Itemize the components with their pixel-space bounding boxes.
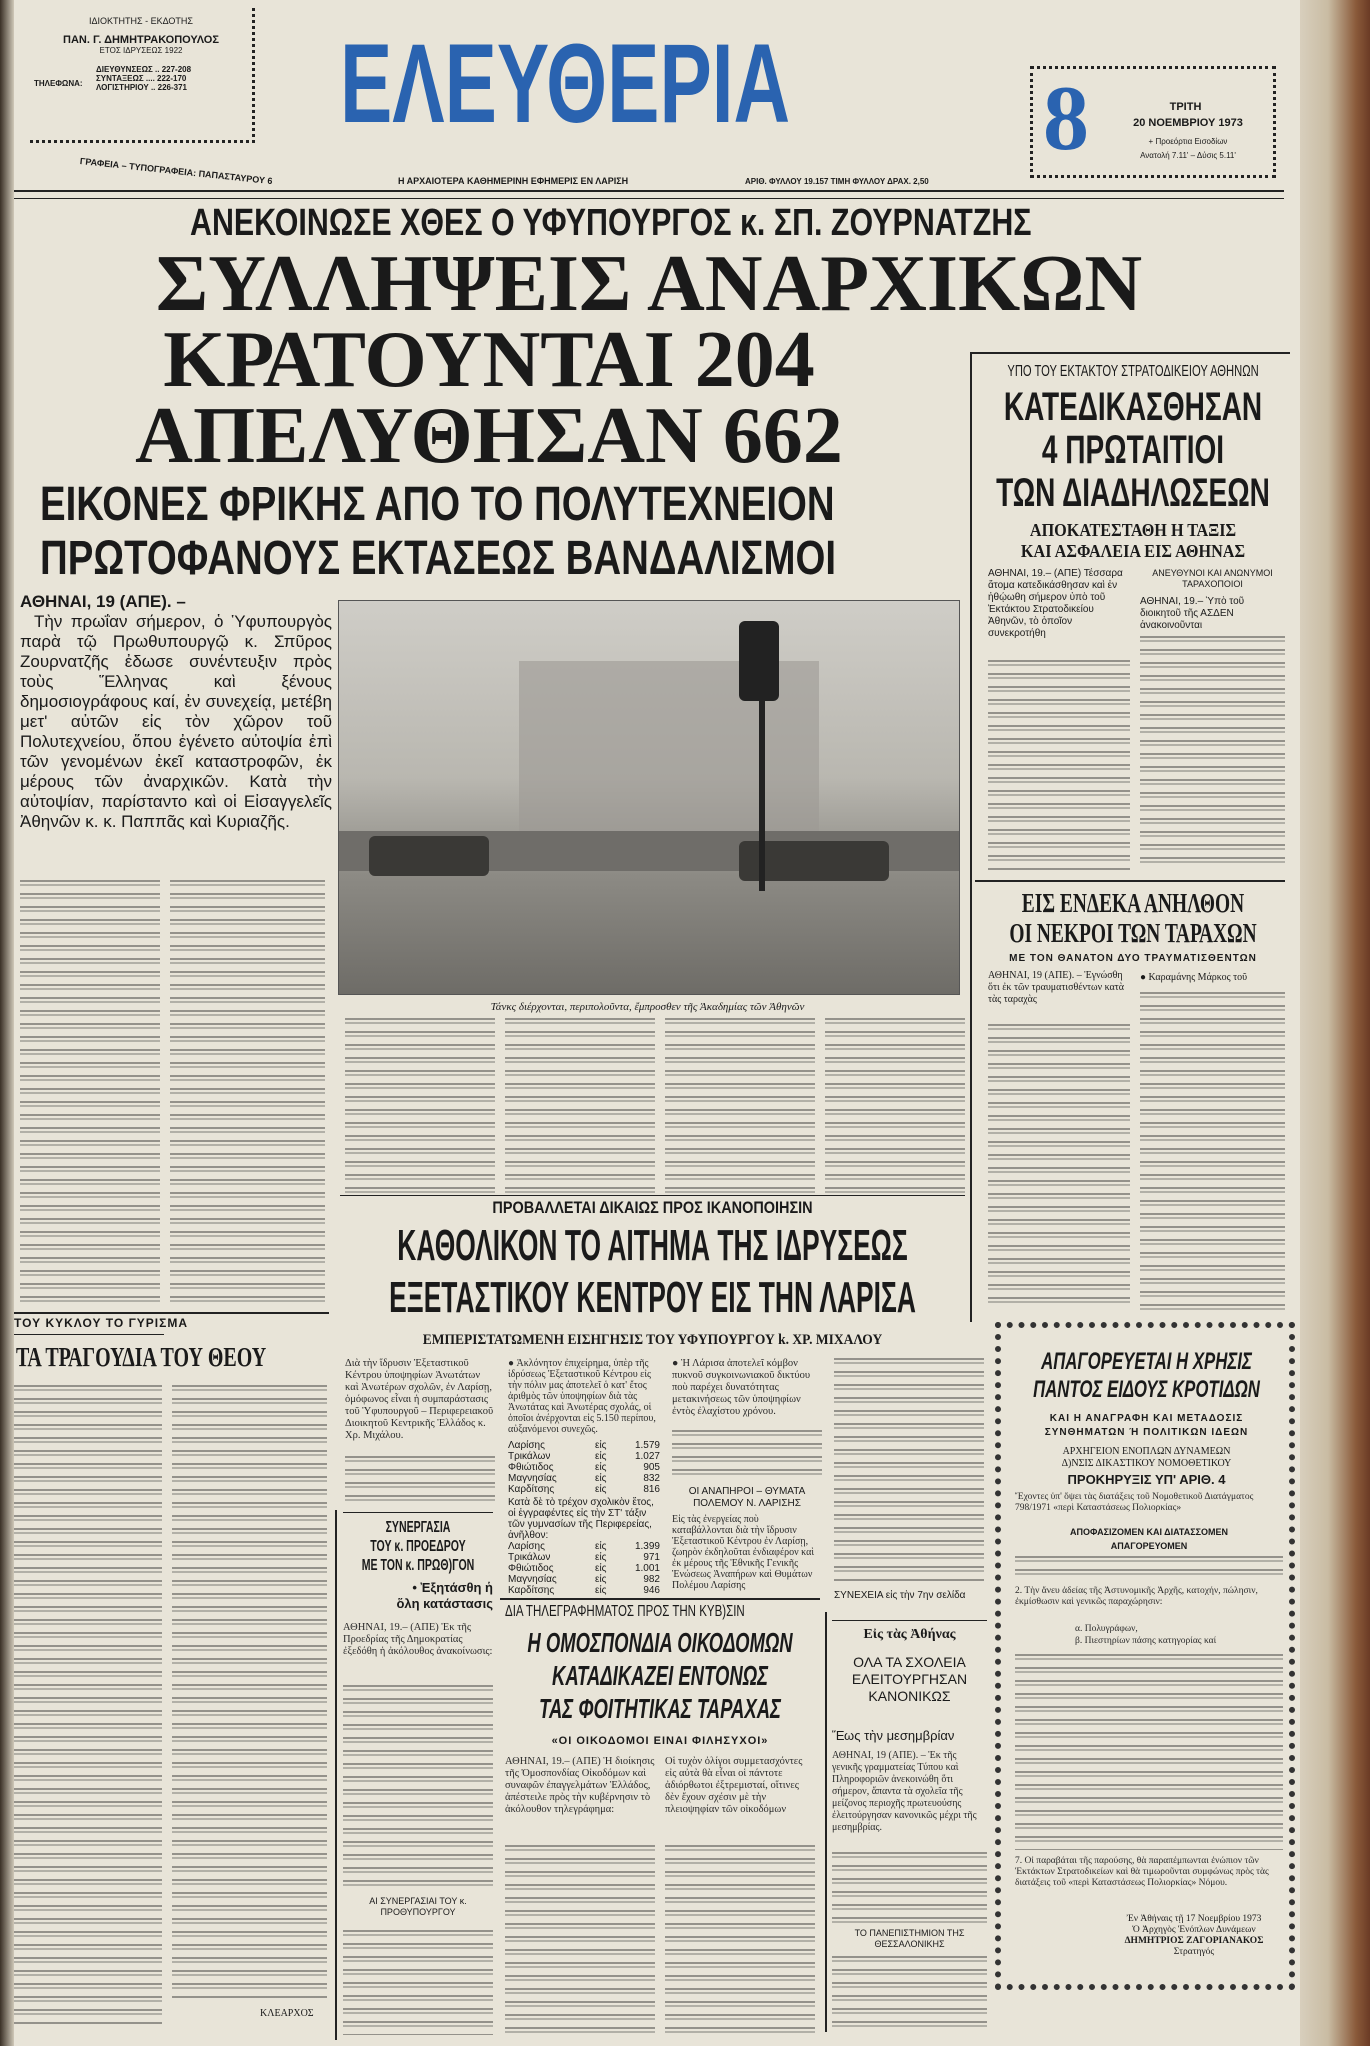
ban-item-2: 2. Τὴν ἄνευ ἀδείας τῆς Ἀστυνομικῆς Ἀρχῆς, κατοχήν, πώλησιν, ἐκμίσθωσιν καὶ γενικῶς παραχώρησιν: — [1015, 1586, 1258, 1607]
ban-subhead — [1005, 1412, 1288, 1440]
exam-table-1 — [508, 1440, 660, 1596]
ban-item-7: 7. Οἱ παραβάται τῆς παρούσης, θὰ παραπέμπωνται ἐνώπιον τῶν Ἐκτάκτων Στρατοδικείων καὶ θὰ τιμωροῦνται συμφώνως πρὸς τὰς διατάξεις τοῦ «περὶ Καταστάσεως Πολιορκίας» Νόμου. — [1015, 1856, 1269, 1888]
president-top-rule — [343, 1512, 493, 1513]
song-kicker-rule — [14, 1334, 164, 1335]
builders-kicker: ΔΙΑ ΤΗΛΕΓΡΑΦΗΜΑΤΟΣ ΠΡΟΣ ΤΗΝ ΚΥΒ)ΣΙΝ — [505, 1603, 745, 1620]
page-number: 8 — [1043, 67, 1089, 169]
table-row — [508, 1440, 660, 1451]
ban-headline — [1033, 1348, 1260, 1404]
table-note: Κατὰ δὲ τὸ τρέχον σχολικὸν ἔτος, οἱ ἐγγραφέντες εἰς τὴν ΣΤ' τάξιν τῶν γυμνασίων τῆς Περιφερείας, ἀνῆλθον: — [508, 1497, 654, 1541]
builders-headline-3: ΤΑΣ ΦΟΙΤΗΤΙΚΑΣ ΤΑΡΑΧΑΣ — [539, 1693, 781, 1724]
ban-sub-item-b: β. Πιεστηρίων πάσης κατηγορίας καί — [1075, 1636, 1217, 1646]
cell: εἰς — [595, 1484, 607, 1495]
court-body — [988, 660, 1130, 870]
issue-date: 20 ΝΟΕΜΒΡΙΟΥ 1973 — [1133, 117, 1243, 129]
phones-label: ΤΗΛΕΦΩΝΑ: — [34, 79, 83, 88]
schools-body — [832, 1852, 987, 1924]
cell: εἰς — [595, 1552, 607, 1563]
cell: Μαγνησίας — [508, 1473, 557, 1484]
ban-headline-1: ΑΠΑΓΟΡΕΥΕΤΑΙ Η ΧΡΗΣΙΣ — [1041, 1348, 1252, 1375]
schools-headline-3: ΚΑΝΟΝΙΚΩΣ — [868, 1688, 951, 1704]
offices-address: ΓΡΑΦΕΙΑ – ΤΥΠΟΓΡΑΦΕΙΑ: ΠΑΠΑΣΤΑΥΡΟΥ 6 — [79, 156, 273, 187]
column-rule — [335, 1510, 337, 2040]
cell: εἰς — [595, 1585, 607, 1596]
traffic-light — [739, 621, 779, 701]
cell: 1.399 — [634, 1541, 660, 1552]
exam-col-4 — [834, 1358, 984, 1583]
cell: Λαρίσης — [508, 1541, 545, 1552]
lead-body-col-3 — [345, 1018, 495, 1193]
masthead-rule — [14, 190, 1284, 192]
court-side-body — [1140, 636, 1285, 870]
court-side-text: ΑΘΗΝΑΙ, 19.– Ὑπὸ τοῦ διοικητοῦ τῆς ΑΣΔΕΝ ἀνακοινοῦνται — [1140, 596, 1245, 631]
ban-prohibit: ΑΠΑΓΟΡΕΥΟΜΕΝ — [1110, 1541, 1188, 1551]
cell: Μαγνησίας — [508, 1574, 557, 1585]
exam-headline-2: ΕΞΕΤΑΣΤΙΚΟΥ ΚΕΝΤΡΟΥ ΕΙΣ ΤΗΝ ΛΑΡΙΣΑ — [389, 1273, 916, 1322]
court-headline — [996, 385, 1270, 515]
table-row — [508, 1574, 660, 1585]
song-top-rule — [14, 1312, 329, 1314]
schools-headline — [832, 1654, 987, 1705]
president-headline-1: ΣΥΝΕΡΓΑΣΙΑ — [385, 1519, 451, 1536]
court-headline-3: ΤΩΝ ΔΙΑΔΗΛΩΣΕΩΝ — [996, 471, 1270, 515]
builders-headline — [527, 1626, 793, 1725]
news-photo — [338, 600, 960, 995]
sign-rank: Στρατηγός — [1173, 1947, 1215, 1957]
table-row — [508, 1563, 660, 1574]
table-row — [508, 1451, 660, 1462]
lead-subhead-1: ΕΙΚΟΝΕΣ ΦΡΙΚΗΣ ΑΠΟ ΤΟ ΠΟΛΥΤΕΧΝΕΙΟΝ — [40, 478, 835, 531]
schools-body-2 — [832, 1956, 987, 2034]
ban-decide: ΑΠΟΦΑΣΙΖΟΜΕΝ ΚΑΙ ΔΙΑΤΑΣΣΟΜΕΝ — [1069, 1527, 1229, 1537]
cell: εἰς — [595, 1451, 607, 1462]
issue-price: ΑΡΙΘ. ΦΥΛΛΟΥ 19.157 ΤΙΜΗ ΦΥΛΛΟΥ ΔΡΑΧ. 2,50 — [745, 177, 929, 186]
owner-name: ΠΑΝ. Γ. ΔΗΜΗΤΡΑΚΟΠΟΥΛΟΣ — [63, 34, 219, 46]
court-headline-1: ΚΑΤΕΔΙΚΑΣΘΗΣΑΝ — [1003, 385, 1263, 429]
exam-col-1-rest — [345, 1456, 495, 1506]
lead-body-col-6 — [825, 1018, 965, 1193]
binding-shadow — [0, 0, 14, 2046]
exam-subhead-wrap — [371, 1330, 934, 1350]
president-subhead — [343, 1580, 493, 1612]
cell: 946 — [643, 1585, 660, 1596]
song-body-col-2 — [172, 1385, 327, 2000]
ban-subhead-1: ΚΑΙ Η ΑΝΑΓΡΑΦΗ ΚΑΙ ΜΕΤΑΔΟΣΙΣ — [1049, 1413, 1244, 1424]
cell: εἰς — [595, 1541, 607, 1552]
dead-side-body — [1140, 992, 1285, 1310]
court-dateline: ΑΘΗΝΑΙ, 19.– (ΑΠΕ) Τέσσαρα ἄτομα κατεδικάσθησαν καὶ ἐν ἠθῴωθη σήμερον ὑπὸ τοῦ Ἐκτάκτου Στρατοδικείου Ἀθηνῶν, τὸ ὁποῖον συνεκροτήθη — [988, 568, 1123, 639]
builders-col-1: ΑΘΗΝΑΙ, 19.– (ΑΠΕ) Ἡ διοίκησις τῆς Ὁμοσπονδίας Οἰκοδόμων καὶ συναφῶν ἐπαγγελμάτων Ἑλλάδος, ἀπέστειλε πρὸς τὴν κυβέρνησιν τὸ ἀκόλουθον τηλεγράφημα: — [505, 1756, 655, 1815]
cell: 982 — [643, 1574, 660, 1585]
cell: 1.579 — [634, 1440, 660, 1451]
builders-col-2: Οἱ τυχὸν ὀλίγοι συμμετασχόντες εἰς αὐτὰ θὰ εἶναι οἱ πάντοτε ἀδιόρθωτοι ἐξτρεμισταί, οἵτινες δὲν ἔχουν σχέσιν μὲ τὴν πλειοψηφίαν τῶν οἰκοδόμων — [665, 1756, 803, 1815]
court-side-head: ΑΝΕΥΘΥΝΟΙ ΚΑΙ ΑΝΩΝΥΜΟΙ ΤΑΡΑΧΟΠΟΙΟΙ — [1152, 568, 1273, 589]
schools-top-rule — [832, 1620, 987, 1621]
sunrise-sunset: Ανατολή 7.11' – Δύσις 5.11' — [1140, 151, 1236, 160]
court-box-border — [970, 352, 972, 1322]
lead-kicker: ΑΝΕΚΟΙΝΩΣΕ ΧΘΕΣ Ο ΥΦΥΠΟΥΡΓΟΣ κ. ΣΠ. ΖΟΥΡΝΑΤΖΗΣ — [190, 202, 1032, 244]
president-side-body — [343, 1930, 493, 2035]
cell: 971 — [643, 1552, 660, 1563]
exam-kicker: ΠΡΟΒΑΛΛΕΤΑΙ ΔΙΚΑΙΩΣ ΠΡΟΣ ΙΚΑΝΟΠΟΙΗΣΙΝ — [492, 1198, 813, 1217]
court-divider — [975, 880, 1285, 882]
cell: εἰς — [595, 1574, 607, 1585]
lead-body-col-1 — [20, 880, 160, 1305]
feast-day: + Προεόρτια Εισοδίων — [1148, 137, 1228, 146]
president-side-head: ΑΙ ΣΥΝΕΡΓΑΣΙΑΙ ΤΟΥ κ. ΠΡΟΘΥΠΟΥΡΓΟΥ — [369, 1896, 467, 1917]
court-subhead-2: ΚΑΙ ΑΣΦΑΛΕΙΑ ΕΙΣ ΑΘΗΝΑΣ — [1020, 541, 1246, 561]
dead-dateline: ΑΘΗΝΑΙ, 19 (ΑΠΕ). – Ἐγνώσθη ὅτι ἐκ τῶν τραυματισθέντων κατὰ τὰς ταραχὰς — [988, 970, 1125, 1005]
builders-top-rule — [500, 1598, 820, 1600]
phone-2: ΣΥΝΤΑΞΕΩΣ .... 222-170 — [96, 74, 187, 83]
photo-caption: Τάνκς διέρχονται, περιπολοῦντα, ἔμπροσθεν τῆς Ἀκαδημίας τῶν Ἀθηνῶν — [490, 1001, 805, 1013]
song-author: ΚΛΕΑΡΧΟΣ — [260, 2008, 314, 2019]
table-row — [508, 1541, 660, 1552]
cell: Φθιώτιδος — [508, 1462, 554, 1473]
lead-lede-text: Τὴν πρωΐαν σήμερον, ὁ Ὑφυπουργὸς παρὰ τῷ Πρωθυπουργῷ κ. Σπῦρος Ζουρνατζῆς ἐδωσε συνέντευξιν πρὸς τοὺς Ἕλληνας καὶ ξένους δημοσιογράφους καί, ἐν συνεχείᾳ, μετέβη μετ' αὐτῶν εἰς τὸν χῶρον τοῦ Πολυτεχνείου, ὅπου ἐγένετο αὐτοψία ἐπὶ τῶν γενομένων ἐκεῖ καταστροφῶν, ἐκ μέρους τῶν ἀναρχικῶν. Κατὰ τὴν αὐτοψίαν, παρίσταντο καὶ οἱ Εἰσαγγελεῖς Ἀθηνῶν κ. κ. Παππᾶς καὶ Κυριαζῆς. — [20, 612, 332, 831]
song-headline: ΤΑ ΤΡΑΓΟΥΔΙΑ ΤΟΥ ΘΕΟΥ — [16, 1342, 267, 1372]
newspaper-title: ΕΛΕΥΘΕΡΙΑ — [340, 21, 791, 146]
phone-1: ΔΙΕΥΘΥΝΣΕΩΣ .. 227-208 — [96, 65, 192, 74]
schools-rule — [825, 1612, 827, 2032]
lead-body-col-2 — [170, 880, 325, 1305]
exam-headline — [389, 1220, 916, 1324]
lead-subhead-2: ΠΡΩΤΟΦΑΝΟΥΣ ΕΚΤΑΣΕΩΣ ΒΑΝΔΑΛΙΣΜΟΙ — [40, 532, 837, 585]
disabled-head: ΟΙ ΑΝΑΠΗΡΟΙ – ΘΥΜΑΤΑ ΠΟΛΕΜΟΥ Ν. ΛΑΡΙΣΗΣ — [688, 1486, 806, 1509]
cell: εἰς — [595, 1440, 607, 1451]
ban-sub-item-a: α. Πολυγράφων, — [1075, 1624, 1138, 1634]
builders-col-2-rest — [665, 1845, 815, 2035]
builders-subhead: «ΟΙ ΟΙΚΟΔΟΜΟΙ ΕΙΝΑΙ ΦΙΛΗΣΥΧΟΙ» — [551, 1735, 769, 1747]
ban-intro: Ἔχοντες ὑπ' ὄψει τὰς διατάξεις τοῦ Νομοθετικοῦ Διατάγματος 798/1971 «περὶ Καταστάσεως Πολιορκίας» — [1015, 1492, 1254, 1513]
cell: Τρικάλων — [508, 1451, 551, 1462]
cell: Φθιώτιδος — [508, 1563, 554, 1574]
cell: Καρδίτσης — [508, 1484, 555, 1495]
disabled-text: Εἰς τὰς ἐνεργείας ποὺ καταβάλλονται διὰ τὴν ἵδρυσιν Ἐξεταστικοῦ Κέντρου ἐν Λαρίσῃ, ζωηρὸν ἐκδηλοῦται ἐνδιαφέρον καὶ ἐκ μέρους τῆς Ἐθνικῆς Γενικῆς Ἑνώσεως Ἀναπήρων καὶ Θυμάτων Πολέμου Λαρίσης — [672, 1514, 815, 1591]
exam-continued: ΣΥΝΕΧΕΙΑ εἰς τὴν 7ην σελίδα — [834, 1590, 966, 1601]
ban-subhead-2: ΣΥΝΘΗΜΑΤΩΝ Ή ΠΟΛΙΤΙΚΩΝ ΙΔΕΩΝ — [1044, 1427, 1249, 1438]
song-body-col-1 — [14, 1385, 162, 2025]
court-kicker-wrap — [1007, 362, 1259, 382]
cell: 1.001 — [634, 1563, 660, 1574]
ban-signature — [1100, 1914, 1288, 1958]
sign-date: Ἐν Ἀθήναις τῇ 17 Νοεμβρίου 1973 — [1126, 1914, 1262, 1924]
lead-headline-3: ΑΠΕΛΥΘΗΣΑΝ 662 — [135, 392, 843, 480]
lead-lede — [20, 592, 332, 832]
court-subhead-1: ΑΠΟΚΑΤΕΣΤΑΘΗ Η ΤΑΞΙΣ — [1029, 520, 1237, 540]
sign-name: ΔΗΜΗΤΡΙΟΣ ΖΑΓΟΡΙΑΝΑΚΟΣ — [1124, 1936, 1264, 1946]
table-row — [508, 1484, 660, 1495]
exam-kicker-wrap — [387, 1198, 918, 1218]
lead-dateline: ΑΘΗΝΑΙ, 19 (ΑΠΕ). – — [20, 592, 186, 611]
publisher-box — [30, 8, 255, 143]
schools-subhead: Ἕως τὴν μεσημβρίαν — [832, 1728, 955, 1743]
cell: 832 — [643, 1473, 660, 1484]
ban-issuer — [1005, 1446, 1288, 1470]
ban-item-1 — [1015, 1556, 1283, 1582]
cell: 816 — [643, 1484, 660, 1495]
tank-left — [369, 836, 489, 876]
dead-headline-1: ΕΙΣ ΕΝΔΕΚΑ ΑΝΗΛΘΟΝ — [1021, 888, 1245, 918]
court-box-top — [970, 352, 1290, 354]
cell: Καρδίτσης — [508, 1585, 555, 1596]
ban-issuer-1: ΑΡΧΗΓΕΙΟΝ ΕΝΟΠΛΩΝ ΔΥΝΑΜΕΩΝ — [1062, 1446, 1231, 1457]
court-kicker: ΥΠΟ ΤΟΥ ΕΚΤΑΚΤΟΥ ΣΤΡΑΤΟΔΙΚΕΙΟΥ ΑΘΗΝΩΝ — [1007, 363, 1259, 380]
dead-item: ● Καραμάνης Μάρκος τοῦ — [1140, 972, 1248, 983]
exam-col-1: Διὰ τὴν ἵδρυσιν Ἐξεταστικοῦ Κέντρου ὑποψηφίων Ἀνωτάτων καὶ Ἀνωτέρων σχολῶν, ἐν Λαρίσῃ, ὁμόφωνος εἶναι ἡ συμπαράστασις τοῦ Ὑφυπουργοῦ – Περιφερειακοῦ Διοικητοῦ Κεντρικῆς Ἑλλάδος κ. Χρ. Μιχάλου. — [345, 1358, 494, 1441]
exam-col-2: ● Ἀκλόνητον ἐπιχείρημα, ὑπὲρ τῆς ἱδρύσεως Ἐξεταστικοῦ Κέντρου εἰς τὴν πόλιν μας ἀποτελεῖ ὁ κατ' ἔτος ἀριθμὸς τῶν ὑποψηφίων διὰ τὰς Ἀνωτάτας καὶ Ἀνωτέρας σχολάς, οἱ ὁποῖοι ἀνέρχονται εἰς 5.150 περίπου, αὐξανόμενοι συνεχῶς. — [508, 1358, 656, 1435]
court-headline-2: 4 ΠΡΩΤΑΙΤΙΟΙ — [1041, 428, 1225, 472]
song-kicker: ΤΟΥ ΚΥΚΛΟΥ ΤΟ ΓΥΡΙΣΜΑ — [14, 1316, 189, 1330]
owner-label: ΙΔΙΟΚΤΗΤΗΣ - ΕΚΔΟΤΗΣ — [89, 16, 193, 26]
schools-headline-2: ΕΛΕΙΤΟΥΡΓΗΣΑΝ — [851, 1671, 968, 1687]
weekday: ΤΡΙΤΗ — [1169, 101, 1202, 113]
cell: Τρικάλων — [508, 1552, 551, 1563]
schools-kicker: Εἰς τὰς Ἀθήνας — [863, 1627, 956, 1642]
president-headline-2: ΤΟΥ κ. ΠΡΟΕΔΡΟΥ — [370, 1538, 466, 1555]
president-subhead-1: • Ἐξητάσθη ἡ — [412, 1580, 493, 1595]
ban-title: ΠΡΟΚΗΡΥΞΙΣ ΥΠ' ΑΡΙΘ. 4 — [1067, 1472, 1226, 1487]
exam-subhead: ΕΜΠΕΡΙΣΤΑΤΩΜΕΝΗ ΕΙΣΗΓΗΣΙΣ ΤΟΥ ΥΦΥΠΟΥΡΓΟΥ k. ΧΡ. ΜΙΧΑΛΟΥ — [422, 1332, 883, 1348]
cell: 905 — [643, 1462, 660, 1473]
lead-headline-2: ΚΡΑΤΟΥΝΤΑΙ 204 — [163, 316, 815, 404]
dead-body — [988, 1024, 1130, 1310]
lead-body-col-5 — [665, 1018, 815, 1193]
table-row — [508, 1585, 660, 1596]
ban-items-body — [1015, 1654, 1283, 1850]
president-headline — [361, 1518, 475, 1575]
table-row — [508, 1552, 660, 1563]
cell: εἰς — [595, 1563, 607, 1574]
lead-headline-1: ΣΥΛΛΗΨΕΙΣ ΑΝΑΡΧΙΚΩΝ — [155, 240, 1143, 328]
exam-headline-1: ΚΑΘΟΛΙΚΟΝ ΤΟ ΑΙΤΗΜΑ ΤΗΣ ΙΔΡΥΣΕΩΣ — [397, 1221, 908, 1270]
schools-headline-1: ΟΛΑ ΤΑ ΣΧΟΛΕΙΑ — [853, 1654, 966, 1670]
president-body — [343, 1685, 493, 1890]
slogan: Η ΑΡΧΑΙΟΤΕΡΑ ΚΑΘΗΜΕΡΙΝΗ ΕΦΗΜΕΡΙΣ ΕΝ ΛΑΡΙΣΗ — [398, 176, 629, 186]
sign-role: Ὁ Ἀρχηγὸς Ἐνόπλων Δυνάμεων — [1132, 1925, 1256, 1935]
cell: 1.027 — [634, 1451, 660, 1462]
dead-headline — [1009, 888, 1257, 948]
ban-headline-2: ΠΑΝΤΟΣ ΕΙΔΟΥΣ ΚΡΟΤΙΔΩΝ — [1033, 1376, 1260, 1403]
president-headline-3: ΜΕ ΤΟΝ κ. ΠΡΩΘ)ΓΟΝ — [361, 1557, 475, 1574]
lead-body-col-4 — [505, 1018, 655, 1193]
builders-headline-1: Η ΟΜΟΣΠΟΝΔΙΑ ΟΙΚΟΔΟΜΩΝ — [527, 1627, 793, 1658]
exam-col-3: ● Ἡ Λάρισα ἀποτελεῖ κόμβον πυκνοῦ συγκοινωνιακοῦ δικτύου ποὺ παρέχει δυνατότητας μετακινήσεως τῶν ὑποψηφίων ἐντὸς ἐλαχίστου χρόνου. — [672, 1358, 811, 1417]
table-row — [508, 1462, 660, 1473]
dead-subhead: ΜΕ ΤΟΝ ΘΑΝΑΤΟΝ ΔΥΟ ΤΡΑΥΜΑΤΙΣΘΕΝΤΩΝ — [1009, 953, 1257, 964]
schools-text: ΑΘΗΝΑΙ, 19 (ΑΠΕ). – Ἐκ τῆς γενικῆς γραμματείας Τύπου καὶ Πληροφοριῶν ἀνεκοινώθη ὅτι σήμερον, ἅπαντα τὰ σχολεῖα τῆς μείζονος περιοχῆς πρωτευούσης ἐλειτούργησαν κανονικῶς μέχρι τῆς μεσημβρίας. — [832, 1750, 977, 1833]
schools-subhead-2: ΤΟ ΠΑΝΕΠΙΣΤΗΜΙΟΝ ΤΗΣ ΘΕΣΣΑΛΟΝΙΚΗΣ — [854, 1928, 965, 1949]
exam-col-3-rest — [672, 1430, 822, 1482]
president-subhead-2: ὅλη κατάστασις — [396, 1596, 493, 1611]
phone-3: ΛΟΓΙΣΤΗΡΙΟΥ .. 226-371 — [96, 83, 187, 92]
president-text: ΑΘΗΝΑΙ, 19.– (ΑΠΕ) Ἐκ τῆς Προεδρίας τῆς Δημοκρατίας ἐξεδόθη ἡ ἀκόλουθος ἀνακοίνωσις: — [343, 1622, 493, 1657]
builders-headline-2: ΚΑΤΑΔΙΚΑΖΕΙ ΕΝΤΟΝΩΣ — [551, 1660, 769, 1691]
founded: ΕΤΟΣ ΙΔΡΥΣΕΩΣ 1922 — [99, 46, 183, 55]
court-subhead — [992, 520, 1275, 562]
cell: εἰς — [595, 1462, 607, 1473]
date-box — [1030, 66, 1276, 178]
cell: Λαρίσης — [508, 1440, 545, 1451]
builders-col-1-rest — [505, 1845, 655, 2035]
cell: εἰς — [595, 1473, 607, 1484]
ban-issuer-2: Δ)ΝΣΙΣ ΔΙΚΑΣΤΙΚΟΥ ΝΟΜΟΘΕΤΙΚΟΥ — [1061, 1458, 1232, 1469]
page-edges — [1300, 0, 1370, 2046]
masthead-rule-2 — [14, 198, 1284, 199]
table-row — [508, 1473, 660, 1484]
exam-top-rule — [340, 1195, 965, 1196]
dead-headline-2: ΟΙ ΝΕΚΡΟΙ ΤΩΝ ΤΑΡΑΧΩΝ — [1009, 918, 1257, 948]
